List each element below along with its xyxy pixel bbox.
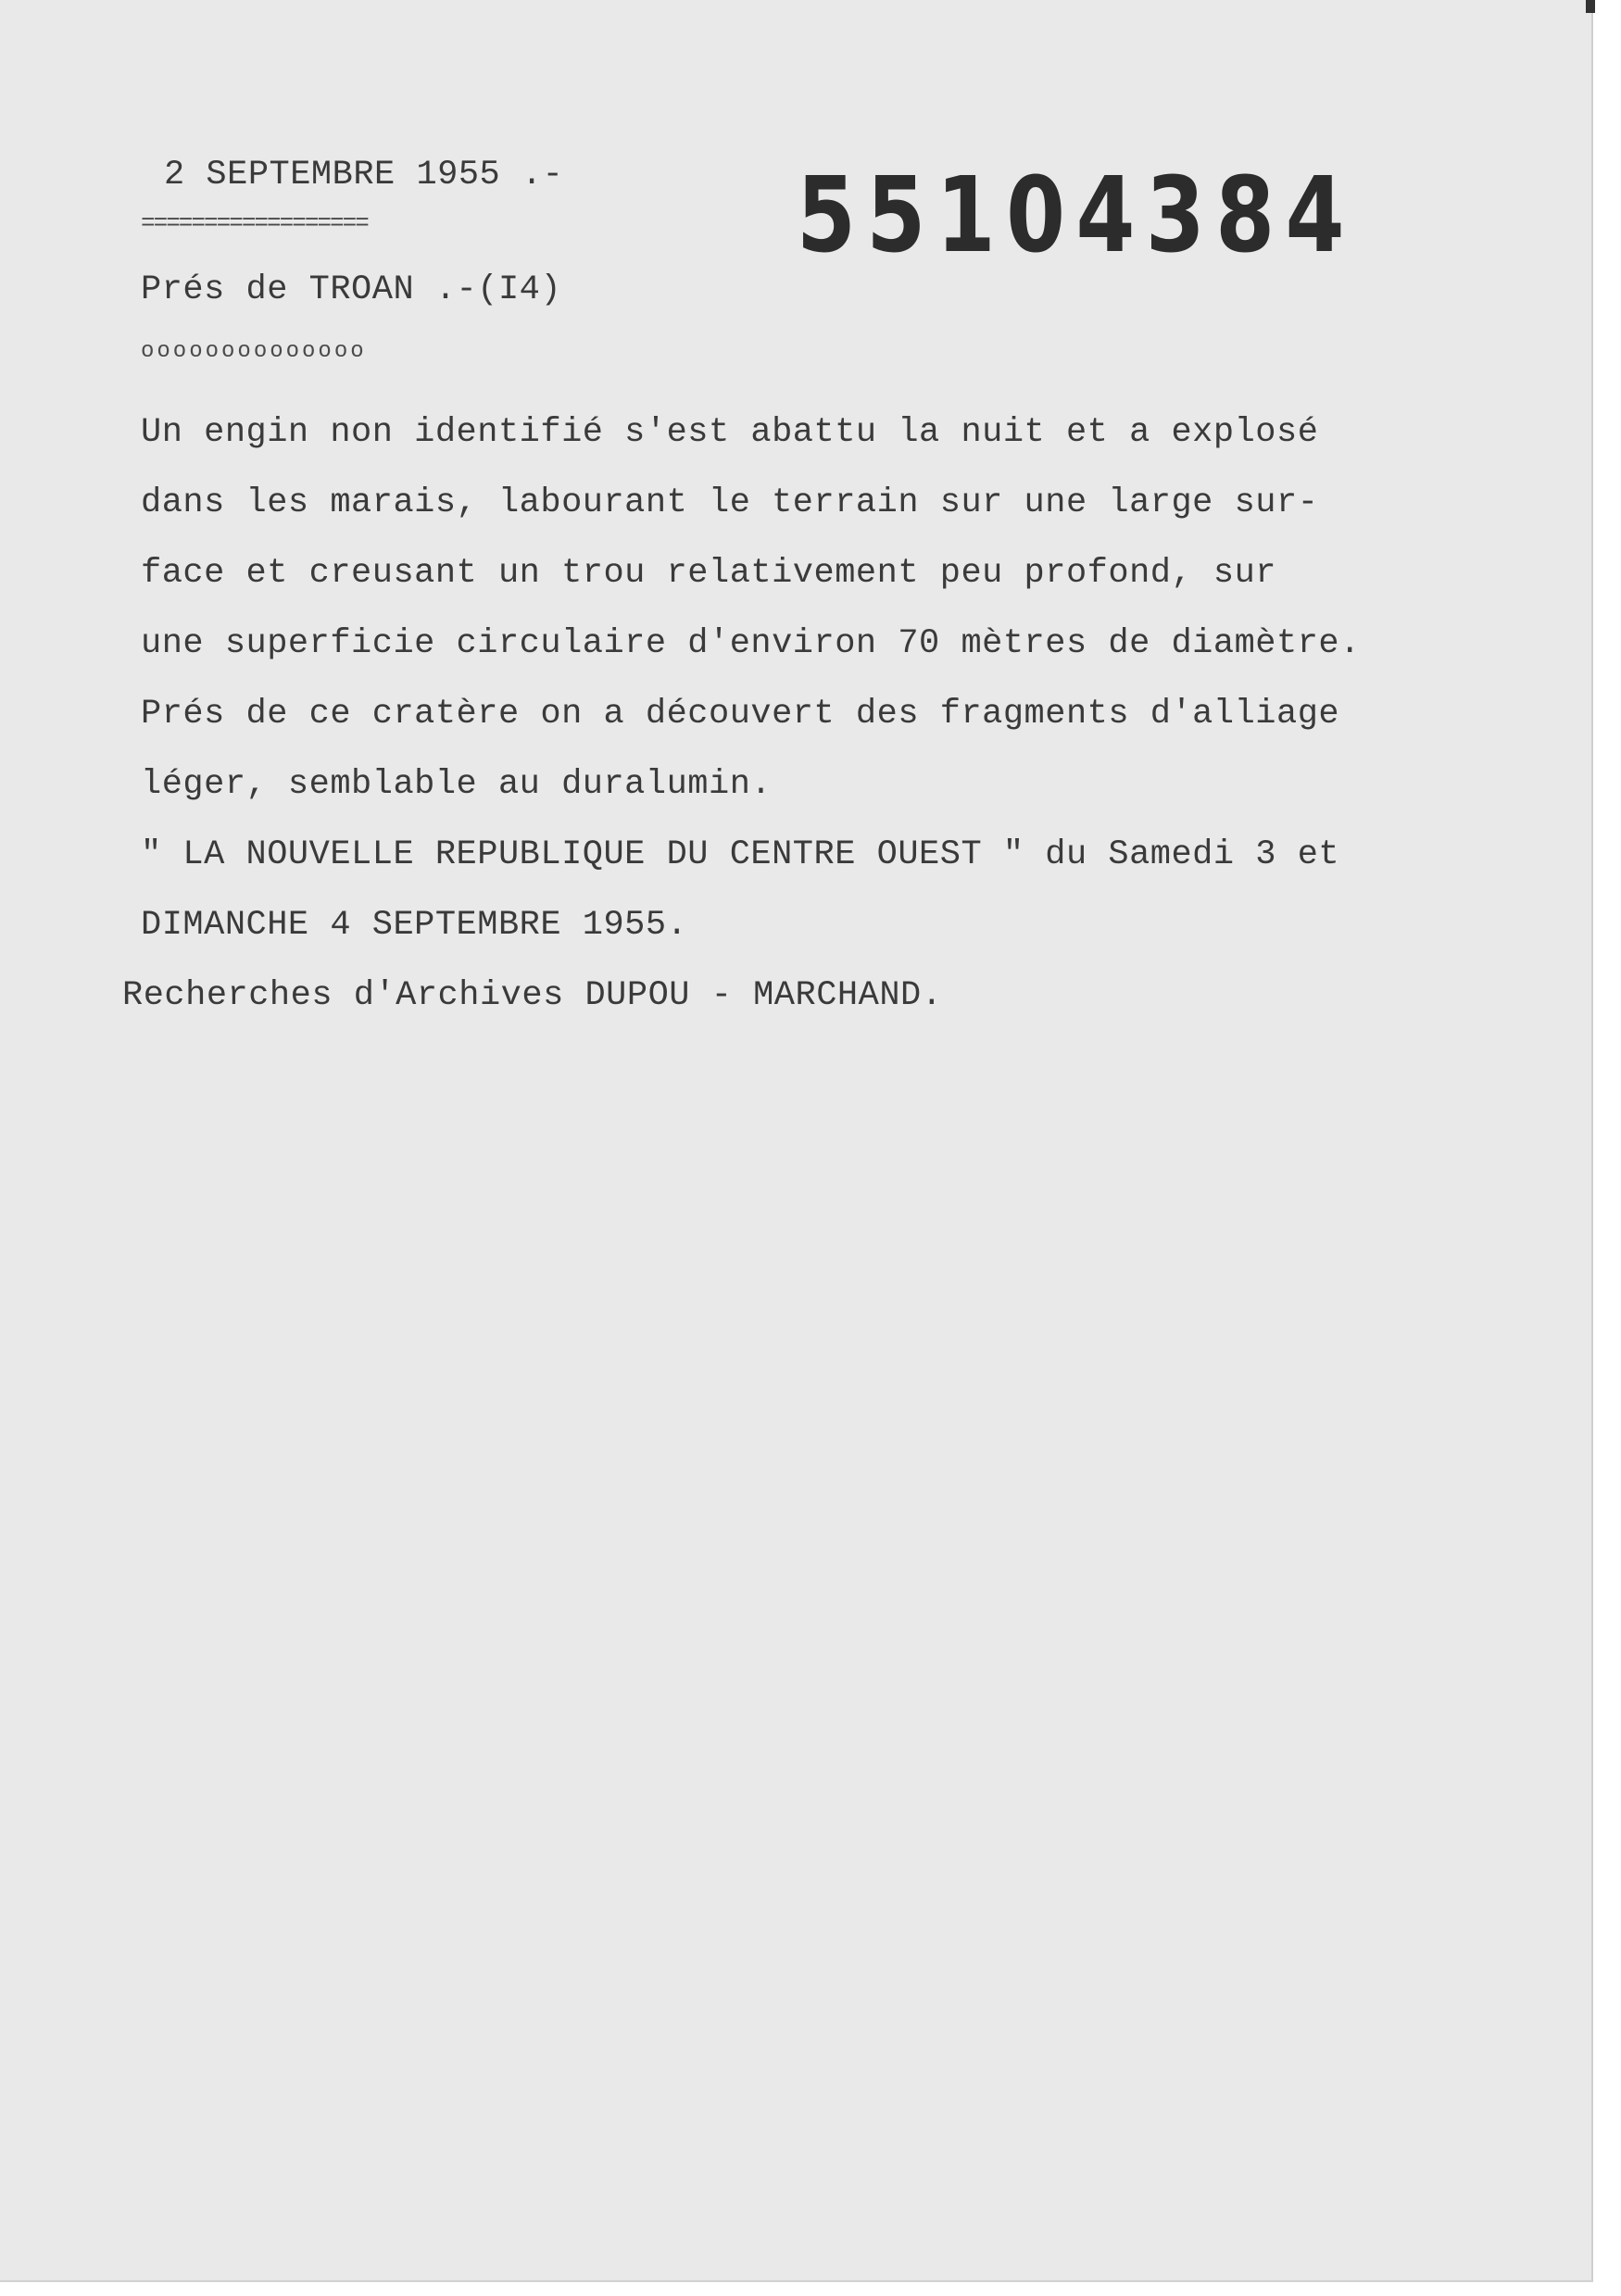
date-underline: ================== (141, 209, 368, 237)
body-line-4: une superficie circulaire d'environ 70 mètres de diamètre. (141, 624, 1361, 663)
source-citation-line-2: DIMANCHE 4 SEPTEMBRE 1955. (141, 906, 688, 945)
archive-signature: Recherches d'Archives DUPOU - MARCHAND. (122, 976, 943, 1015)
archive-number-stamp: 55104384 (797, 156, 1356, 276)
scan-corner-mark (1586, 0, 1595, 13)
source-citation-line-1: " LA NOUVELLE REPUBLIQUE DU CENTRE OUEST " du Samedi 3 et (141, 835, 1340, 874)
body-line-6: léger, semblable au duralumin. (141, 765, 773, 804)
body-line-5: Prés de ce cratère on a découvert des fragments d'alliage (141, 695, 1340, 734)
location-line: Prés de TROAN .-(I4) (141, 270, 562, 309)
document-date: 2 SEPTEMBRE 1955 .- (164, 156, 564, 194)
body-line-2: dans les marais, labourant le terrain sur une large sur- (141, 483, 1319, 522)
circle-divider: oooooooooooooo (141, 339, 367, 364)
body-line-3: face et creusant un trou relativement peu profond, sur (141, 554, 1276, 593)
body-line-1: Un engin non identifié s'est abattu la nuit et a explosé (141, 413, 1319, 452)
